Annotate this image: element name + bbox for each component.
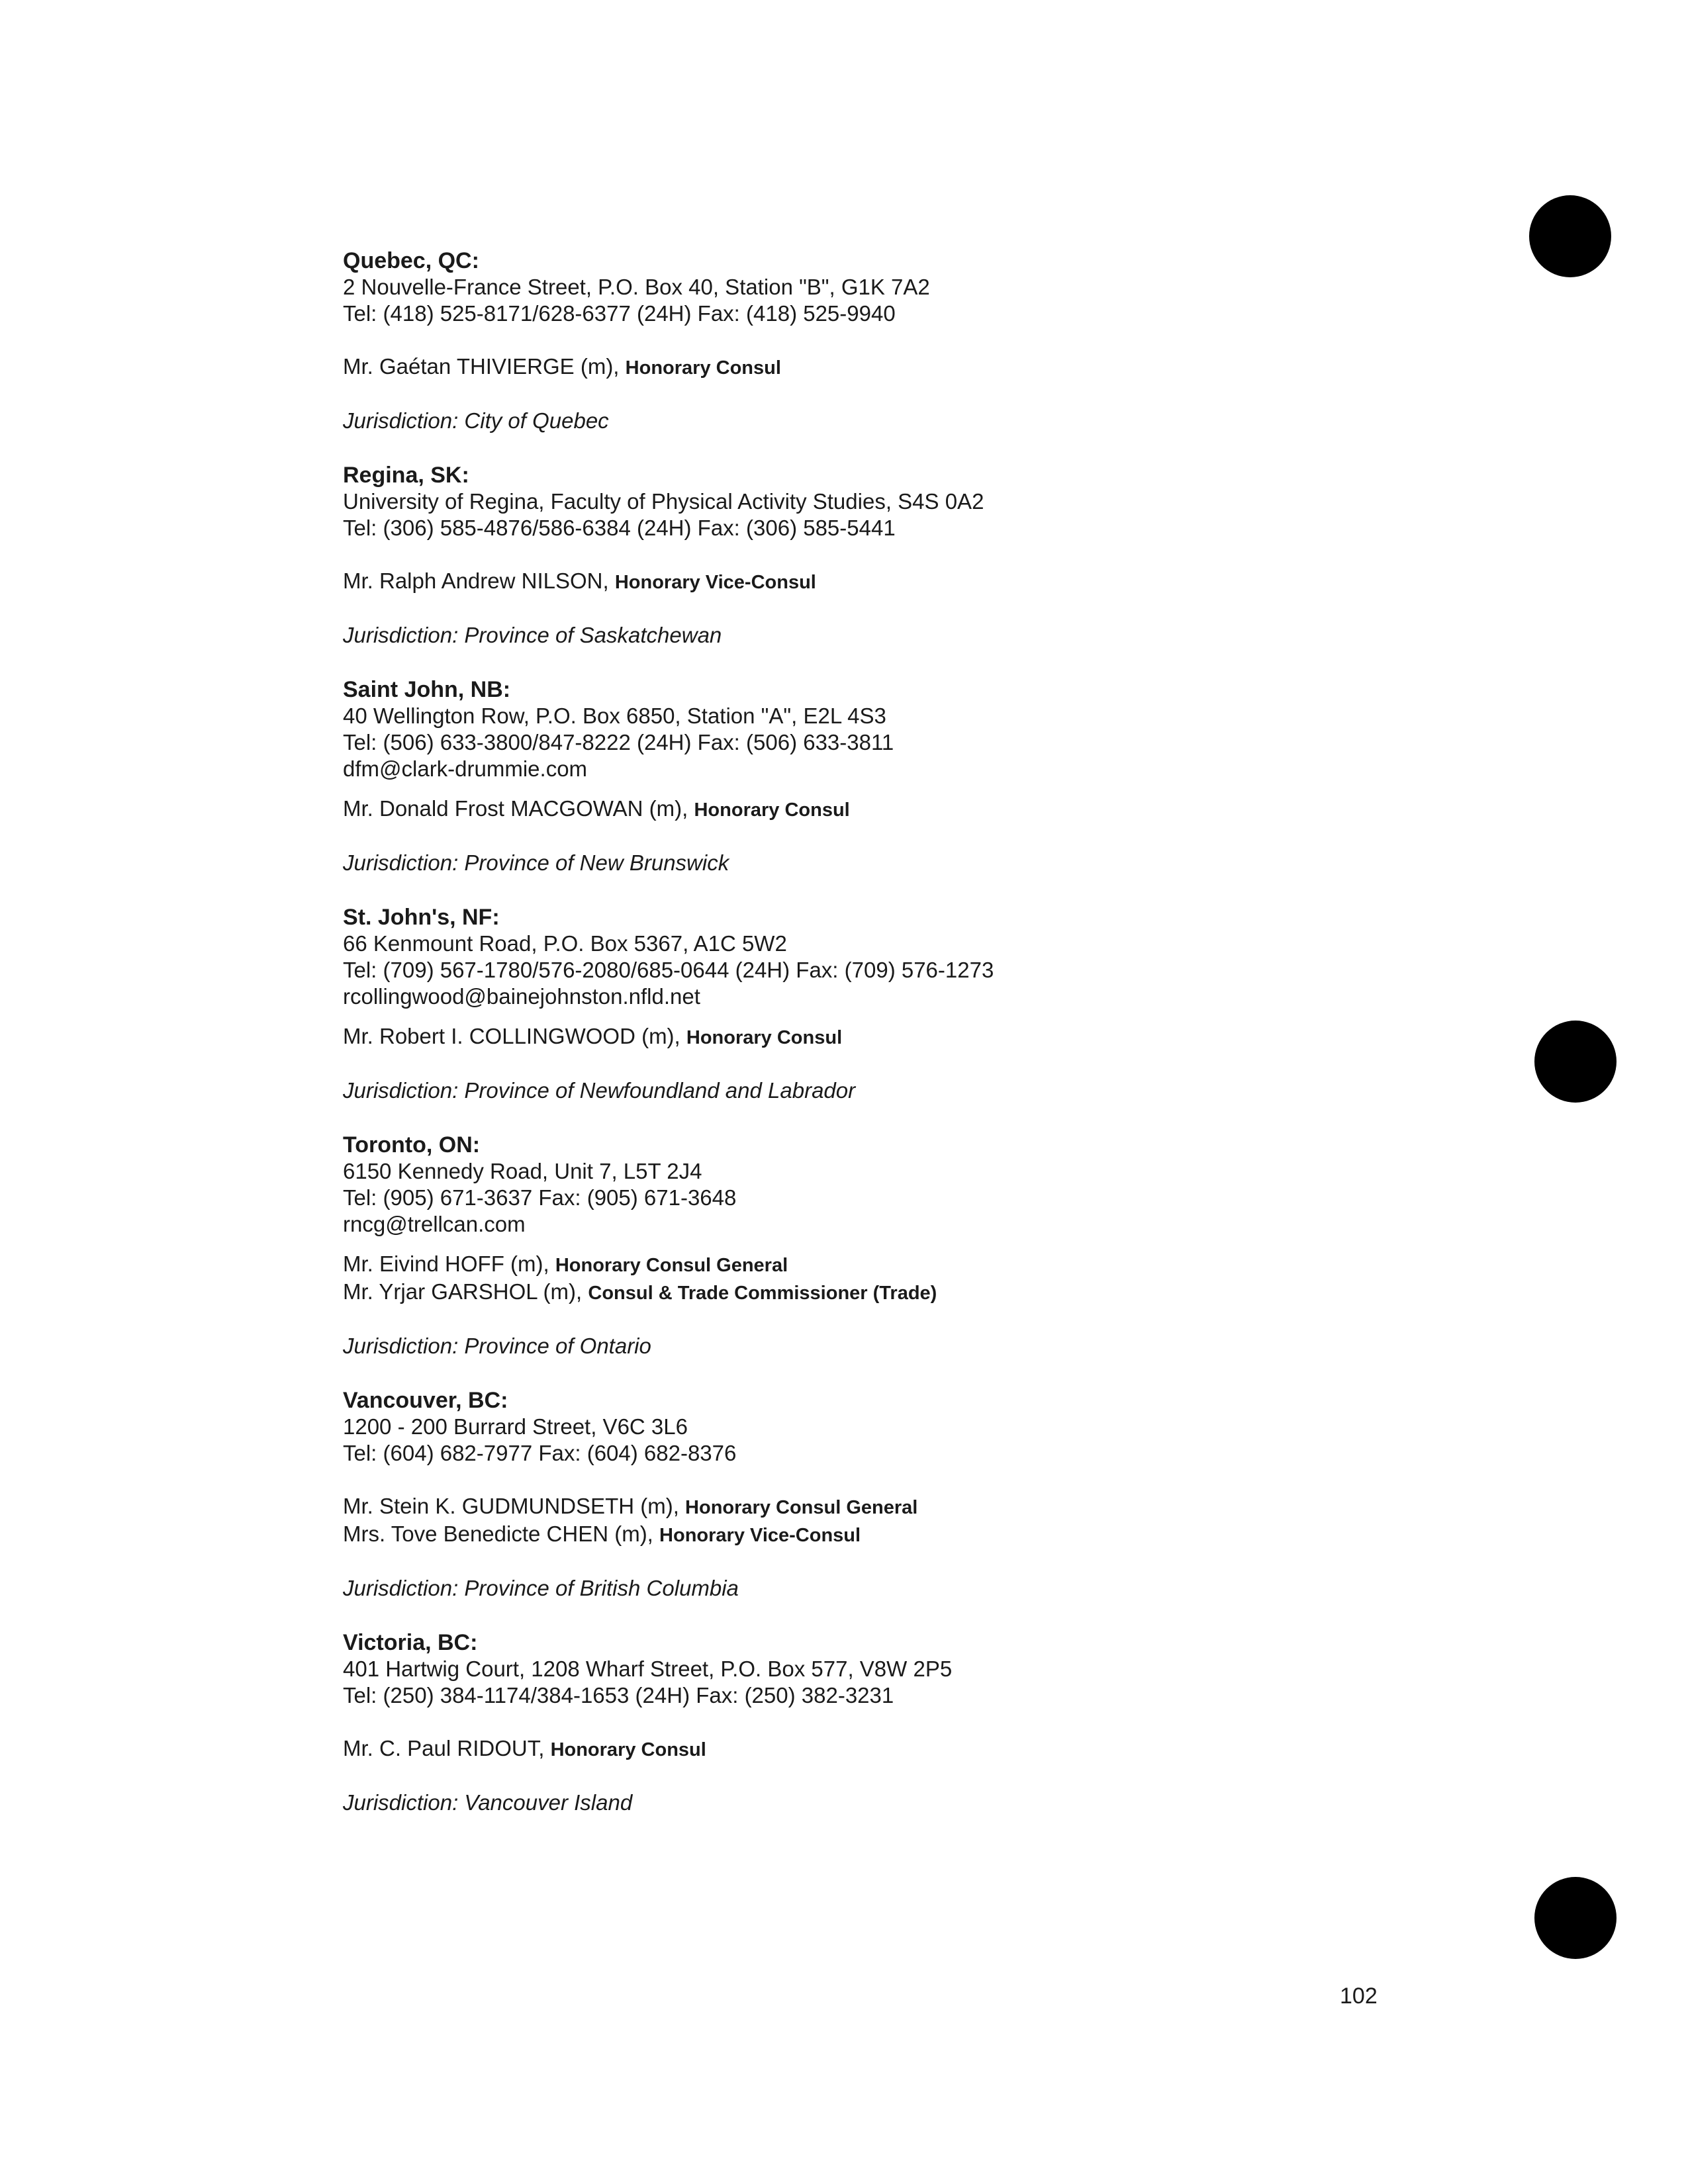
entry-jurisdiction: Jurisdiction: Province of British Columbia [343,1576,739,1600]
entry-address: 6150 Kennedy Road, Unit 7, L5T 2J4 [343,1159,702,1183]
entry-city: St. John's, NF: [343,905,500,930]
entry-toronto [343,1132,1534,1359]
entry-person [343,1493,1534,1521]
entry-address: 1200 - 200 Burrard Street, V6C 3L6 [343,1414,688,1439]
entry-city: Toronto, ON: [343,1132,481,1158]
entry-address: University of Regina, Faculty of Physical Activity Studies, S4S 0A2 [343,489,984,514]
person-name: Mr. Yrjar GARSHOL (m), [343,1279,588,1304]
entry-email: rcollingwood@bainejohnston.nfld.net [343,984,700,1009]
punch-hole-middle [1534,1021,1617,1103]
entry-person [343,1251,1534,1279]
person-title: Honorary Consul General [685,1497,918,1518]
person-title: Honorary Consul General [555,1255,788,1276]
person-title: Honorary Consul [550,1739,706,1760]
entry-address: 66 Kenmount Road, P.O. Box 5367, A1C 5W2 [343,931,787,956]
entry-address: 2 Nouvelle-France Street, P.O. Box 40, Station "B", G1K 7A2 [343,275,930,299]
entry-jurisdiction: Jurisdiction: Province of Ontario [343,1334,651,1358]
entry-jurisdiction: Jurisdiction: Province of Newfoundland and Labrador [343,1078,856,1103]
entry-address: 401 Hartwig Court, 1208 Wharf Street, P.O. Box 577, V8W 2P5 [343,1657,953,1681]
person-title: Honorary Consul [694,799,850,821]
person-name: Mr. Donald Frost MACGOWAN (m), [343,796,694,821]
punch-hole-bottom [1534,1877,1617,1959]
entry-phone: Tel: (418) 525-8171/628-6377 (24H) Fax: (418) 525-9940 [343,301,896,326]
entry-person [343,1023,1534,1051]
entry-phone: Tel: (250) 384-1174/384-1653 (24H) Fax: (250) 382-3231 [343,1683,894,1707]
entry-email: dfm@clark-drummie.com [343,756,588,781]
entry-person [343,1735,1534,1763]
person-title: Honorary Vice-Consul [614,572,816,593]
person-name: Mr. C. Paul RIDOUT, [343,1736,551,1760]
entry-saint-john [343,676,1534,876]
entry-regina [343,462,1534,649]
person-title: Honorary Consul [625,357,781,379]
entry-address: 40 Wellington Row, P.O. Box 6850, Station "A", E2L 4S3 [343,704,886,728]
entry-jurisdiction: Jurisdiction: City of Quebec [343,408,609,433]
entry-victoria [343,1629,1534,1816]
person-name: Mrs. Tove Benedicte CHEN (m), [343,1522,660,1546]
entry-jurisdiction: Jurisdiction: Vancouver Island [343,1790,633,1815]
person-title: Honorary Vice-Consul [659,1525,861,1546]
entry-city: Vancouver, BC: [343,1388,508,1413]
entry-person [343,353,1534,381]
entry-city: Regina, SK: [343,463,469,488]
entry-jurisdiction: Jurisdiction: Province of Saskatchewan [343,623,722,647]
entry-city: Quebec, QC: [343,248,479,273]
entry-phone: Tel: (905) 671-3637 Fax: (905) 671-3648 [343,1185,737,1210]
person-name: Mr. Ralph Andrew NILSON, [343,569,615,593]
page-number: 102 [1340,1983,1378,2009]
consulate-listing [343,248,1534,1844]
entry-person [343,796,1534,823]
entry-st-johns [343,904,1534,1104]
entry-city: Victoria, BC: [343,1630,478,1655]
person-title: Honorary Consul [686,1027,843,1048]
entry-phone: Tel: (306) 585-4876/586-6384 (24H) Fax: (306) 585-5441 [343,516,896,540]
entry-email: rncg@trellcan.com [343,1212,526,1236]
entry-jurisdiction: Jurisdiction: Province of New Brunswick [343,850,729,875]
entry-person [343,1521,1534,1549]
person-name: Mr. Stein K. GUDMUNDSETH (m), [343,1494,686,1518]
entry-phone: Tel: (709) 567-1780/576-2080/685-0644 (24H) Fax: (709) 576-1273 [343,958,994,982]
entry-phone: Tel: (604) 682-7977 Fax: (604) 682-8376 [343,1441,737,1465]
entry-quebec [343,248,1534,434]
entry-phone: Tel: (506) 633-3800/847-8222 (24H) Fax: (506) 633-3811 [343,730,894,754]
entry-person [343,1279,1534,1306]
person-name: Mr. Eivind HOFF (m), [343,1251,555,1276]
entry-person [343,568,1534,596]
entry-city: Saint John, NB: [343,677,511,702]
person-name: Mr. Robert I. COLLINGWOOD (m), [343,1024,686,1048]
person-title: Consul & Trade Commissioner (Trade) [588,1283,937,1304]
punch-hole-top [1529,195,1611,277]
person-name: Mr. Gaétan THIVIERGE (m), [343,354,626,379]
entry-vancouver [343,1387,1534,1602]
